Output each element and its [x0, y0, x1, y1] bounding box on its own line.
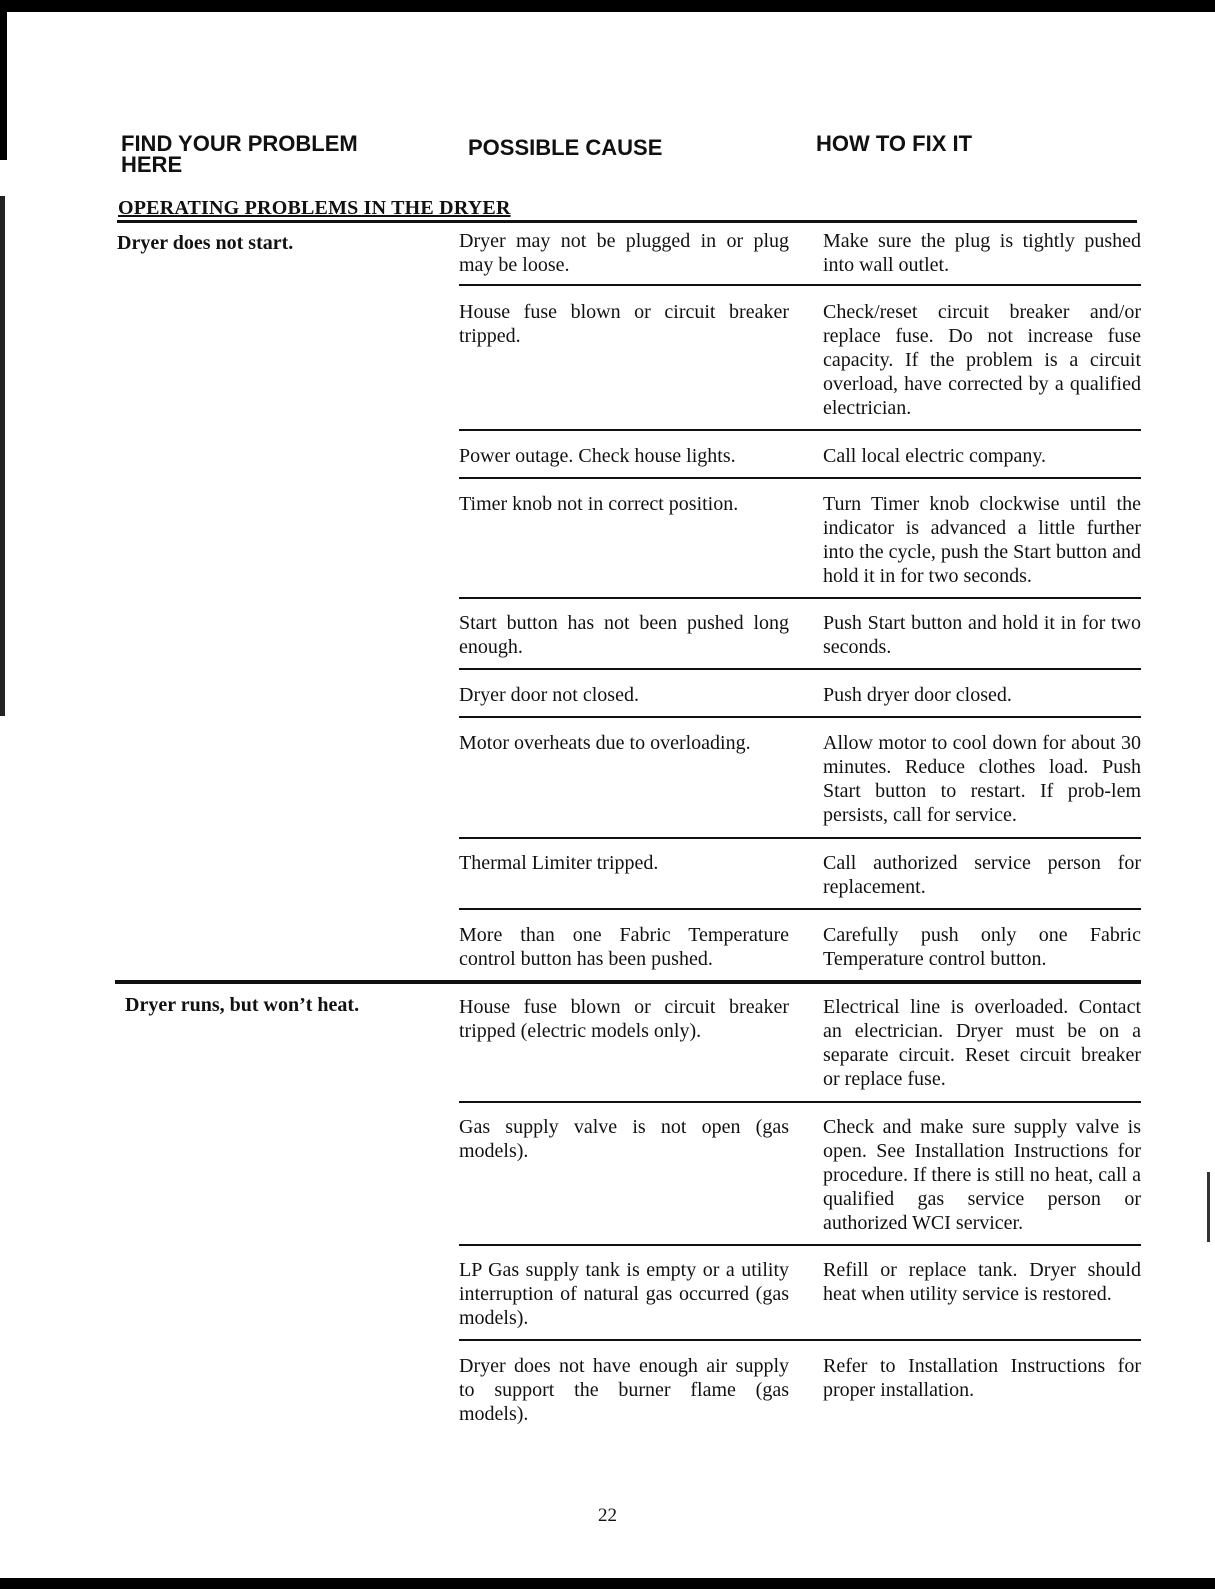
header-find-your-problem: FIND YOUR PROBLEM HERE	[121, 131, 358, 177]
cause-text: House fuse blown or circuit breaker tripped.	[459, 301, 789, 347]
row-divider	[459, 597, 1141, 599]
fix-text: Call local electric company.	[823, 445, 1047, 467]
row-divider	[459, 908, 1141, 910]
fix-text: Make sure the plug is tightly pushed into wall outlet.	[823, 230, 1141, 276]
fix-text: Check and make sure supply valve is open. See Installation Instructions for procedure. If there is still no heat, call a qualified gas service person or authorized WCI servicer.	[823, 1116, 1141, 1234]
header-possible-cause: POSSIBLE CAUSE	[468, 135, 663, 160]
fix-text: Electrical line is overloaded. Contact an electrician. Dryer must be on a separate circuit. Reset circuit breaker or replace fuse.	[823, 996, 1141, 1090]
cause-text: Start button has not been pushed long enough.	[459, 612, 789, 658]
scan-mark-right	[1207, 1172, 1210, 1242]
cause-text: Dryer may not be plugged in or plug may be loose.	[459, 230, 789, 276]
problem-dryer-runs-wont-heat: Dryer runs, but won’t heat.	[125, 994, 360, 1016]
fix-text: Push dryer door closed.	[823, 684, 1012, 706]
row-divider	[459, 429, 1141, 431]
cause-text: Dryer does not have enough air supply to support the burner flame (gas models).	[459, 1355, 789, 1425]
fix-text: Allow motor to cool down for about 30 minutes. Reduce clothes load. Push Start button to restart. If prob-lem persists, call for service.	[823, 732, 1141, 826]
cause-text: House fuse blown or circuit breaker tripped (electric models only).	[459, 996, 789, 1042]
row-divider	[459, 1339, 1141, 1341]
scan-edge-left	[0, 12, 7, 160]
section-title: OPERATING PROBLEMS IN THE DRYER	[118, 197, 511, 219]
page-number: 22	[598, 1505, 617, 1526]
row-divider	[459, 716, 1141, 718]
cause-text: LP Gas supply tank is empty or a utility interruption of natural gas occurred (gas models).	[459, 1259, 789, 1329]
cause-text: More than one Fabric Temperature control button has been pushed.	[459, 924, 789, 970]
row-divider	[459, 1244, 1141, 1246]
section-rule	[117, 220, 1137, 223]
row-divider	[459, 1101, 1141, 1103]
scan-edge-bottom	[0, 1578, 1215, 1589]
fix-text: Refer to Installation Instructions for proper installation.	[823, 1355, 1141, 1401]
cause-text: Power outage. Check house lights.	[459, 445, 736, 467]
scan-edge-top	[0, 0, 1215, 12]
row-divider	[459, 477, 1141, 479]
cause-text: Timer knob not in correct position.	[459, 493, 739, 515]
fix-text: Check/reset circuit breaker and/or replace fuse. Do not increase fuse capacity. If the problem is a circuit overload, have corrected by a qualified electrician.	[823, 301, 1141, 419]
row-divider	[459, 837, 1141, 839]
header-how-to-fix-it: HOW TO FIX IT	[816, 131, 973, 156]
row-divider	[459, 284, 1141, 286]
row-divider	[459, 668, 1141, 670]
cause-text: Thermal Limiter tripped.	[459, 852, 659, 874]
cause-text: Dryer door not closed.	[459, 684, 639, 706]
fix-text: Push Start button and hold it in for two seconds.	[823, 612, 1141, 658]
fix-text: Carefully push only one Fabric Temperature control button.	[823, 924, 1141, 970]
fix-text: Turn Timer knob clockwise until the indicator is advanced a little further into the cycle, push the Start button and hold it in for two seconds.	[823, 493, 1141, 587]
cause-text: Motor overheats due to overloading.	[459, 732, 751, 754]
fix-text: Call authorized service person for replacement.	[823, 852, 1141, 898]
scan-edge-left-lower	[0, 196, 5, 716]
problem-dryer-does-not-start: Dryer does not start.	[117, 232, 294, 254]
fix-text: Refill or replace tank. Dryer should heat when utility service is restored.	[823, 1259, 1141, 1305]
problem-group-divider	[115, 980, 1141, 984]
cause-text: Gas supply valve is not open (gas models).	[459, 1116, 789, 1162]
